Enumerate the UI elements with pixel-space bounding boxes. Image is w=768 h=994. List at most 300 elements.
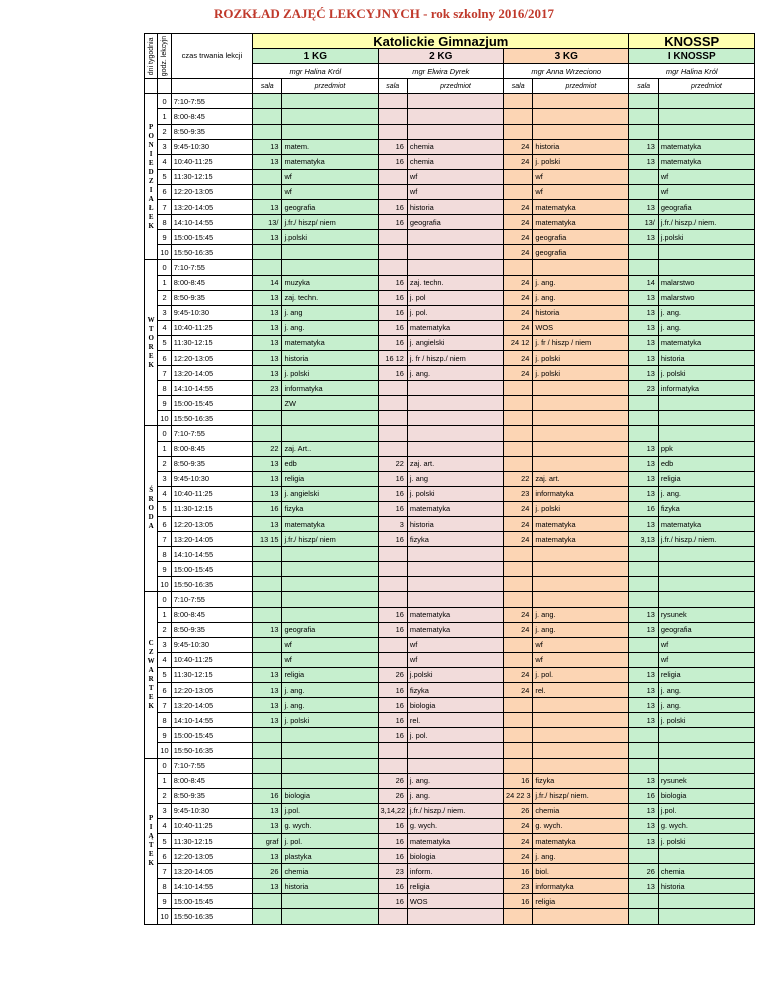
- room-cell: 13: [629, 366, 658, 381]
- lesson-time: 7:10-7:55: [171, 592, 252, 607]
- subject-cell: [407, 230, 503, 245]
- subject-cell: [658, 743, 754, 758]
- przedmiot-label: przedmiot: [407, 79, 503, 94]
- room-cell: 13: [253, 849, 282, 864]
- subject-cell: rel.: [533, 683, 629, 698]
- room-cell: [378, 637, 407, 652]
- table-row: [145, 803, 755, 818]
- subject-cell: j. polski: [533, 350, 629, 365]
- room-cell: [504, 743, 533, 758]
- lesson-number: 4: [158, 320, 171, 335]
- room-cell: 13: [253, 818, 282, 833]
- room-cell: 13/: [253, 215, 282, 230]
- subject-cell: [533, 396, 629, 411]
- subject-cell: j. angielski: [282, 486, 378, 501]
- subject-cell: matematyka: [533, 215, 629, 230]
- room-cell: 16: [378, 501, 407, 516]
- room-cell: [378, 909, 407, 924]
- room-cell: 24: [504, 667, 533, 682]
- subject-cell: wf: [533, 652, 629, 667]
- table-row: [145, 215, 755, 230]
- room-cell: 16: [378, 713, 407, 728]
- room-cell: [378, 441, 407, 456]
- subject-cell: matematyka: [407, 501, 503, 516]
- sala-label: sala: [378, 79, 407, 94]
- lesson-time: 10:40-11:25: [171, 818, 252, 833]
- lesson-time: 7:10-7:55: [171, 94, 252, 109]
- subject-cell: [533, 592, 629, 607]
- subject-cell: historia: [658, 879, 754, 894]
- room-cell: [504, 381, 533, 396]
- header-row-sub: [145, 79, 755, 94]
- subject-cell: j. ang.: [407, 788, 503, 803]
- subject-cell: [282, 411, 378, 426]
- subject-cell: historia: [533, 305, 629, 320]
- lesson-time: 9:45-10:30: [171, 637, 252, 652]
- lesson-number: 10: [158, 577, 171, 592]
- room-cell: 13 15: [253, 532, 282, 547]
- lesson-time: 15:50-16:35: [171, 909, 252, 924]
- room-cell: [504, 441, 533, 456]
- subject-cell: inform.: [407, 864, 503, 879]
- subject-cell: [407, 260, 503, 275]
- subject-cell: j. polski: [533, 154, 629, 169]
- table-row: [145, 879, 755, 894]
- room-cell: 13: [253, 471, 282, 486]
- room-cell: 16: [378, 728, 407, 743]
- subject-cell: zaj. techn.: [282, 290, 378, 305]
- room-cell: 13: [629, 305, 658, 320]
- room-cell: [629, 743, 658, 758]
- school-name-knossp: KNOSSP: [629, 34, 755, 49]
- table-row: [145, 517, 755, 532]
- room-cell: [629, 637, 658, 652]
- lesson-number: 10: [158, 245, 171, 260]
- room-cell: 16: [378, 849, 407, 864]
- subject-cell: religia: [407, 879, 503, 894]
- subject-cell: wf: [533, 637, 629, 652]
- room-cell: [629, 909, 658, 924]
- table-row: [145, 592, 755, 607]
- room-cell: [504, 909, 533, 924]
- room-cell: [378, 547, 407, 562]
- subject-cell: matematyka: [282, 517, 378, 532]
- room-cell: 13: [629, 713, 658, 728]
- subject-cell: muzyka: [282, 275, 378, 290]
- room-cell: 24: [504, 607, 533, 622]
- room-cell: [378, 562, 407, 577]
- room-cell: 16: [504, 894, 533, 909]
- room-cell: [504, 758, 533, 773]
- lesson-number: 7: [158, 366, 171, 381]
- room-cell: 13: [629, 517, 658, 532]
- day-label: P I Ą T E K: [145, 758, 158, 924]
- room-cell: 13/: [629, 215, 658, 230]
- room-cell: [253, 728, 282, 743]
- subject-cell: j. pol.: [282, 833, 378, 848]
- room-cell: [378, 169, 407, 184]
- subject-cell: matematyka: [658, 517, 754, 532]
- subject-cell: g. wych.: [407, 818, 503, 833]
- room-cell: [378, 396, 407, 411]
- table-row: [145, 154, 755, 169]
- room-cell: 16: [378, 335, 407, 350]
- table-row: [145, 335, 755, 350]
- lesson-time: 15:00-15:45: [171, 230, 252, 245]
- table-row: [145, 667, 755, 682]
- subject-cell: wf: [658, 652, 754, 667]
- lesson-time: 9:45-10:30: [171, 139, 252, 154]
- lesson-time: 7:10-7:55: [171, 260, 252, 275]
- subject-cell: chemia: [533, 803, 629, 818]
- subject-cell: [407, 909, 503, 924]
- room-cell: 24 12: [504, 335, 533, 350]
- table-row: [145, 849, 755, 864]
- subject-cell: [533, 713, 629, 728]
- subject-cell: geografia: [407, 215, 503, 230]
- room-cell: graf: [253, 833, 282, 848]
- room-cell: 13: [629, 879, 658, 894]
- lesson-number: 7: [158, 532, 171, 547]
- lesson-time: 14:10-14:55: [171, 381, 252, 396]
- room-cell: 24: [504, 833, 533, 848]
- subject-cell: [282, 260, 378, 275]
- subject-cell: [282, 743, 378, 758]
- room-cell: 13: [253, 320, 282, 335]
- lesson-number: 3: [158, 305, 171, 320]
- subject-cell: WOS: [533, 320, 629, 335]
- subject-cell: wf: [282, 184, 378, 199]
- subject-cell: j.fr./ hiszp./ niem.: [658, 215, 754, 230]
- class-name-3kg: 3 KG: [504, 49, 629, 64]
- teacher-3kg: mgr Anna Wrzeciono: [504, 64, 629, 79]
- room-cell: 13: [253, 350, 282, 365]
- room-cell: 13: [629, 154, 658, 169]
- class-name-1kg: 1 KG: [253, 49, 378, 64]
- lesson-number: 2: [158, 290, 171, 305]
- room-cell: [629, 94, 658, 109]
- room-cell: [504, 713, 533, 728]
- room-cell: 13: [253, 290, 282, 305]
- subject-cell: chemia: [282, 864, 378, 879]
- room-cell: 24: [504, 245, 533, 260]
- subject-cell: matematyka: [407, 622, 503, 637]
- subject-cell: wf: [282, 637, 378, 652]
- subject-cell: wf: [658, 637, 754, 652]
- header-lesson-number-column: godz. lekcyjn: [158, 34, 171, 79]
- lesson-number: 2: [158, 456, 171, 471]
- subject-cell: historia: [282, 350, 378, 365]
- table-row: [145, 607, 755, 622]
- lesson-time: 15:50-16:35: [171, 577, 252, 592]
- lesson-time: 8:00-8:45: [171, 109, 252, 124]
- room-cell: [253, 652, 282, 667]
- room-cell: [378, 109, 407, 124]
- room-cell: 13: [629, 833, 658, 848]
- room-cell: [629, 169, 658, 184]
- room-cell: [504, 396, 533, 411]
- subject-cell: matematyka: [407, 320, 503, 335]
- room-cell: 13: [629, 471, 658, 486]
- room-cell: [378, 260, 407, 275]
- subject-cell: [282, 109, 378, 124]
- subject-cell: [658, 909, 754, 924]
- subject-cell: matematyka: [282, 335, 378, 350]
- subject-cell: j. ang.: [658, 320, 754, 335]
- room-cell: 16: [629, 501, 658, 516]
- room-cell: 13: [629, 803, 658, 818]
- subject-cell: chemia: [407, 139, 503, 154]
- header-row-school: [145, 34, 755, 49]
- room-cell: 24: [504, 517, 533, 532]
- subject-cell: j. ang.: [658, 698, 754, 713]
- room-cell: [504, 652, 533, 667]
- subject-cell: malarstwo: [658, 275, 754, 290]
- room-cell: [253, 637, 282, 652]
- subject-cell: j.fr./ hiszp/ niem: [282, 532, 378, 547]
- subject-cell: geografia: [658, 200, 754, 215]
- lesson-number: 4: [158, 818, 171, 833]
- subject-cell: rysunek: [658, 773, 754, 788]
- subject-cell: [533, 577, 629, 592]
- lesson-number: 5: [158, 335, 171, 350]
- room-cell: 16: [378, 683, 407, 698]
- room-cell: [629, 758, 658, 773]
- subject-cell: [533, 109, 629, 124]
- lesson-time: 8:00-8:45: [171, 275, 252, 290]
- subject-cell: j. ang.: [658, 305, 754, 320]
- lesson-number: 7: [158, 200, 171, 215]
- room-cell: 24: [504, 366, 533, 381]
- room-cell: 13: [253, 667, 282, 682]
- subject-cell: [282, 773, 378, 788]
- lesson-time: 10:40-11:25: [171, 320, 252, 335]
- subject-cell: [282, 547, 378, 562]
- room-cell: [253, 169, 282, 184]
- subject-cell: [282, 909, 378, 924]
- subject-cell: malarstwo: [658, 290, 754, 305]
- room-cell: 14: [253, 275, 282, 290]
- subject-cell: [282, 894, 378, 909]
- subject-cell: fizyka: [533, 773, 629, 788]
- subject-cell: informatyka: [533, 879, 629, 894]
- lesson-number: 6: [158, 350, 171, 365]
- room-cell: [504, 728, 533, 743]
- subject-cell: j. polski: [658, 713, 754, 728]
- subject-cell: [282, 577, 378, 592]
- lesson-number: 7: [158, 864, 171, 879]
- subject-cell: historia: [407, 200, 503, 215]
- lesson-number: 0: [158, 426, 171, 441]
- subject-cell: [533, 381, 629, 396]
- lesson-number: 9: [158, 396, 171, 411]
- lesson-time: 15:00-15:45: [171, 396, 252, 411]
- room-cell: 13: [253, 230, 282, 245]
- subject-cell: geografia: [282, 200, 378, 215]
- subject-cell: j. pol.: [407, 728, 503, 743]
- subject-cell: [533, 411, 629, 426]
- class-name-2kg: 2 KG: [378, 49, 503, 64]
- lesson-time: 13:20-14:05: [171, 366, 252, 381]
- table-row: [145, 471, 755, 486]
- subject-cell: [407, 396, 503, 411]
- subject-cell: WOS: [407, 894, 503, 909]
- lesson-number: 6: [158, 849, 171, 864]
- subject-cell: [533, 456, 629, 471]
- room-cell: [629, 184, 658, 199]
- subject-cell: religia: [282, 471, 378, 486]
- room-cell: 24: [504, 683, 533, 698]
- subject-cell: ZW: [282, 396, 378, 411]
- table-row: [145, 532, 755, 547]
- room-cell: [253, 743, 282, 758]
- subject-cell: wf: [658, 184, 754, 199]
- room-cell: 24: [504, 320, 533, 335]
- room-cell: [378, 652, 407, 667]
- lesson-number: 9: [158, 728, 171, 743]
- room-cell: [504, 592, 533, 607]
- subject-cell: biologia: [658, 788, 754, 803]
- lesson-time: 15:00-15:45: [171, 562, 252, 577]
- subject-cell: j.polski: [407, 667, 503, 682]
- subject-cell: [533, 547, 629, 562]
- subject-cell: j. fr / hiszp./ niem: [407, 350, 503, 365]
- subject-cell: informatyka: [533, 486, 629, 501]
- subject-cell: j.pol.: [658, 803, 754, 818]
- room-cell: 16: [378, 894, 407, 909]
- subject-cell: [533, 562, 629, 577]
- subject-cell: [407, 743, 503, 758]
- room-cell: 24: [504, 849, 533, 864]
- przedmiot-label: przedmiot: [533, 79, 629, 94]
- room-cell: [378, 94, 407, 109]
- room-cell: 13: [629, 607, 658, 622]
- room-cell: 13: [629, 320, 658, 335]
- room-cell: [378, 411, 407, 426]
- table-row: [145, 139, 755, 154]
- room-cell: [378, 426, 407, 441]
- subject-cell: wf: [533, 169, 629, 184]
- subject-cell: [282, 758, 378, 773]
- lesson-number: 2: [158, 622, 171, 637]
- room-cell: [629, 577, 658, 592]
- room-cell: [504, 411, 533, 426]
- lesson-number: 5: [158, 501, 171, 516]
- subject-cell: j. polski: [282, 713, 378, 728]
- lesson-time: 13:20-14:05: [171, 864, 252, 879]
- room-cell: 13: [629, 335, 658, 350]
- subject-cell: [658, 396, 754, 411]
- timetable: [144, 33, 755, 925]
- table-row: [145, 894, 755, 909]
- room-cell: 13: [253, 622, 282, 637]
- room-cell: [253, 109, 282, 124]
- subject-cell: religia: [533, 894, 629, 909]
- subject-cell: j. ang.: [533, 290, 629, 305]
- room-cell: 24: [504, 200, 533, 215]
- room-cell: 13: [253, 305, 282, 320]
- room-cell: 3: [378, 517, 407, 532]
- subject-cell: j. pol.: [533, 667, 629, 682]
- subject-cell: wf: [533, 184, 629, 199]
- subject-cell: [282, 607, 378, 622]
- subject-cell: historia: [282, 879, 378, 894]
- teacher-1kg: mgr Halina Król: [253, 64, 378, 79]
- room-cell: 16: [378, 366, 407, 381]
- room-cell: [504, 637, 533, 652]
- subject-cell: [282, 94, 378, 109]
- lesson-number: 1: [158, 109, 171, 124]
- lesson-number: 1: [158, 773, 171, 788]
- lesson-time: 7:10-7:55: [171, 426, 252, 441]
- room-cell: [253, 184, 282, 199]
- table-row: [145, 260, 755, 275]
- header-time-column: czas trwania lekcji: [171, 34, 252, 79]
- lesson-number: 1: [158, 275, 171, 290]
- room-cell: 23: [629, 381, 658, 396]
- lesson-time: 13:20-14:05: [171, 200, 252, 215]
- header-day-column: dni tygodnia: [145, 34, 158, 79]
- subject-cell: j. angielski: [407, 335, 503, 350]
- room-cell: [504, 109, 533, 124]
- room-cell: [253, 245, 282, 260]
- subject-cell: [658, 245, 754, 260]
- room-cell: 16: [378, 818, 407, 833]
- subject-cell: zaj. Art..: [282, 441, 378, 456]
- room-cell: [253, 894, 282, 909]
- subject-cell: wf: [407, 184, 503, 199]
- lesson-time: 9:45-10:30: [171, 471, 252, 486]
- subject-cell: j. ang.: [533, 275, 629, 290]
- room-cell: [253, 909, 282, 924]
- room-cell: 16: [378, 622, 407, 637]
- lesson-number: 2: [158, 124, 171, 139]
- lesson-number: 3: [158, 803, 171, 818]
- room-cell: [378, 743, 407, 758]
- lesson-number: 6: [158, 184, 171, 199]
- table-row: [145, 728, 755, 743]
- subject-cell: edb: [282, 456, 378, 471]
- room-cell: 22: [378, 456, 407, 471]
- subject-cell: matematyka: [282, 154, 378, 169]
- subject-cell: fizyka: [658, 501, 754, 516]
- subject-cell: fizyka: [407, 683, 503, 698]
- subject-cell: matematyka: [533, 200, 629, 215]
- subject-cell: matematyka: [533, 517, 629, 532]
- subject-cell: wf: [407, 637, 503, 652]
- subject-cell: [407, 426, 503, 441]
- lesson-time: 9:45-10:30: [171, 803, 252, 818]
- room-cell: 13: [253, 517, 282, 532]
- room-cell: [629, 592, 658, 607]
- room-cell: 13: [253, 139, 282, 154]
- room-cell: [378, 230, 407, 245]
- lesson-number: 10: [158, 909, 171, 924]
- lesson-number: 2: [158, 788, 171, 803]
- table-row: [145, 833, 755, 848]
- lesson-time: 11:30-12:15: [171, 335, 252, 350]
- room-cell: [253, 426, 282, 441]
- lesson-time: 9:45-10:30: [171, 305, 252, 320]
- room-cell: 13: [629, 818, 658, 833]
- subject-cell: historia: [658, 350, 754, 365]
- subject-cell: wf: [407, 169, 503, 184]
- subject-cell: [533, 728, 629, 743]
- room-cell: [504, 547, 533, 562]
- subject-cell: religia: [282, 667, 378, 682]
- room-cell: [629, 849, 658, 864]
- class-name-1knossp: I KNOSSP: [629, 49, 755, 64]
